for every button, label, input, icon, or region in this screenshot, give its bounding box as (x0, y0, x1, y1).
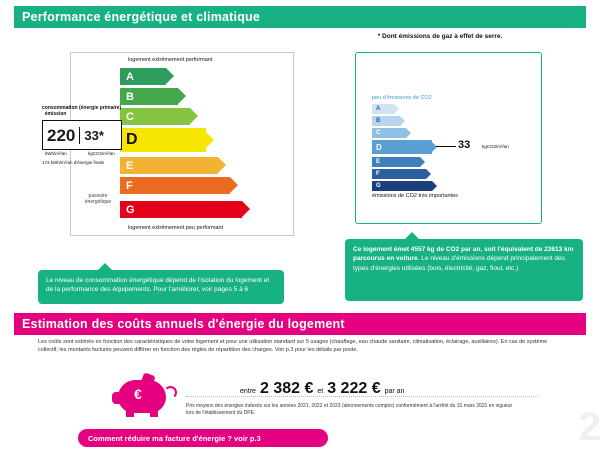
energy-class-g-letter: G (126, 203, 135, 216)
ges-annual-value: 33 (458, 139, 471, 151)
consumption-value: 220 (43, 127, 80, 144)
scale-bottom-label: logement extrêmement peu performant (128, 225, 224, 231)
consumption-badge (42, 120, 122, 150)
scale-top-label: logement extrêmement performant (128, 57, 213, 63)
arrow-tip (432, 181, 437, 191)
ges-class-g-letter: G (376, 183, 381, 189)
callout-ges-headline: Ce logement émet 4557 kg de CO2 par an, soit l'équivalent de 23613 km parcourus en voiture. (353, 246, 574, 263)
euro-symbol: € (134, 386, 142, 402)
ges-footer-text: émissions de CO2 très importantes (372, 193, 458, 199)
ges-class-a-letter: A (376, 106, 381, 112)
ges-class-c-letter: C (376, 130, 381, 136)
energy-class-c-letter: C (126, 110, 134, 123)
energy-class-e (120, 157, 218, 174)
right-margin (586, 0, 600, 454)
consumption-block (42, 105, 122, 166)
cost-price-index-note: Prix moyens des énergies indexés sur les années 2021, 2022 et 2023 (abonnements compris) conformément à l'arrêté du 31 mars 2021 en vigueur lors de l'établissement du DPE. (186, 403, 513, 416)
energy-class-d (120, 128, 206, 152)
watermark: 2 (578, 405, 598, 449)
ges-class-f-letter: F (376, 171, 380, 177)
ges-class-d-letter: D (376, 142, 382, 152)
emission-title: émission (44, 111, 67, 117)
energy-class-b-letter: B (126, 90, 134, 103)
piggy-leg (150, 409, 158, 417)
reduce-bill-cta-label: Comment réduire ma facture d'énergie ? voir p.3 (88, 433, 261, 443)
callout-energy-tip (38, 270, 284, 304)
piggy-bank-icon (112, 372, 176, 420)
energy-class-f (120, 177, 230, 194)
arrow-tip (394, 104, 399, 114)
ges-scale-title: peu d'émissions de CO2 (372, 95, 432, 101)
divider-dotted (186, 396, 538, 397)
ges-annual-unit: kgCO2/m²/an (482, 144, 509, 149)
final-energy-text: 173 kWh/m²/an d'énergie finale (42, 160, 105, 165)
ges-value-badge: 33* (84, 127, 104, 143)
arrow-tip (430, 140, 437, 154)
cost-explanation: Les coûts sont estimés en fonction des caractéristiques de votre logement et pour une utilisation standard sur 5 usages (chauffage, eau chaude sanitaire, climatisation, éclairage, auxiliaires). En cas de système collectif, les montants facturés peuvent différer en fonction des règles de répartition des charges. Voir p.3 pour les détails par poste. (38, 339, 548, 353)
callout-ges-body: Le niveau d'émissions dépend principalement des types d'énergies utilisées (bois, électricité, gaz, fioul, etc.) (353, 255, 565, 272)
ges-class-e (372, 157, 420, 167)
consumption-title: consommation (énergie primaire) (42, 105, 122, 111)
energy-class-a (120, 68, 166, 85)
ges-footnote: * Dont émissions de gaz à effet de serre. (377, 33, 503, 40)
cost-amount-low: 2 382 € (259, 380, 314, 397)
arrow-tip (166, 68, 174, 84)
left-margin (0, 0, 14, 454)
cost-and-label: et (317, 388, 324, 395)
energy-class-g (120, 201, 242, 218)
energy-class-e-letter: E (126, 159, 134, 172)
cost-between-label: entre (240, 388, 256, 395)
energy-class-d-letter: D (126, 131, 138, 148)
arrow-tip (420, 157, 425, 167)
arrow-tip (400, 116, 405, 126)
piggy-snout (112, 392, 125, 404)
arrow-tip (230, 177, 238, 193)
energy-class-b (120, 88, 178, 105)
passoire-label: passoire énergétique (84, 193, 112, 206)
consumption-unit: kWh/m²/an (45, 151, 67, 156)
piggy-leg (126, 409, 134, 417)
piggy-tail (164, 386, 177, 399)
ges-class-b-letter: B (376, 118, 381, 124)
callout-ges-info (345, 239, 583, 301)
arrow-tip (218, 157, 226, 173)
arrow-tip (190, 108, 198, 124)
ges-class-b (372, 116, 400, 126)
ges-class-g (372, 181, 432, 191)
callout-energy-text: Le niveau de consommation énergétique dépend de l'isolation du logement et de la performance des équipements. Pour l'améliorer, voir pages 5 à 6 (46, 277, 270, 294)
arrow-tip (242, 201, 250, 217)
cost-per-year-label: par an (384, 388, 405, 395)
emission-unit: kgCO2/m²/an (88, 151, 115, 156)
reduce-bill-cta[interactable] (78, 429, 328, 447)
arrow-tip (426, 169, 431, 179)
ges-class-f (372, 169, 426, 179)
energy-class-c (120, 108, 190, 125)
arrow-tip (406, 128, 411, 138)
ges-class-d (372, 140, 432, 154)
ges-leader-line (436, 146, 456, 147)
callout-pointer (98, 263, 112, 270)
ges-class-e-letter: E (376, 159, 381, 165)
cost-amount-high: 3 222 € (327, 380, 381, 397)
arrow-tip (202, 128, 214, 152)
arrow-tip (178, 88, 186, 104)
energy-class-f-letter: F (126, 179, 133, 192)
energy-class-a-letter: A (126, 70, 134, 83)
section-title-costs: Estimation des coûts annuels d'énergie du logement (22, 317, 345, 331)
callout-pointer (405, 232, 419, 239)
ges-class-a (372, 104, 394, 114)
section-header-performance (14, 6, 586, 28)
section-title-performance: Performance énergétique et climatique (22, 10, 261, 24)
ges-class-c (372, 128, 406, 138)
section-header-costs (14, 313, 586, 335)
